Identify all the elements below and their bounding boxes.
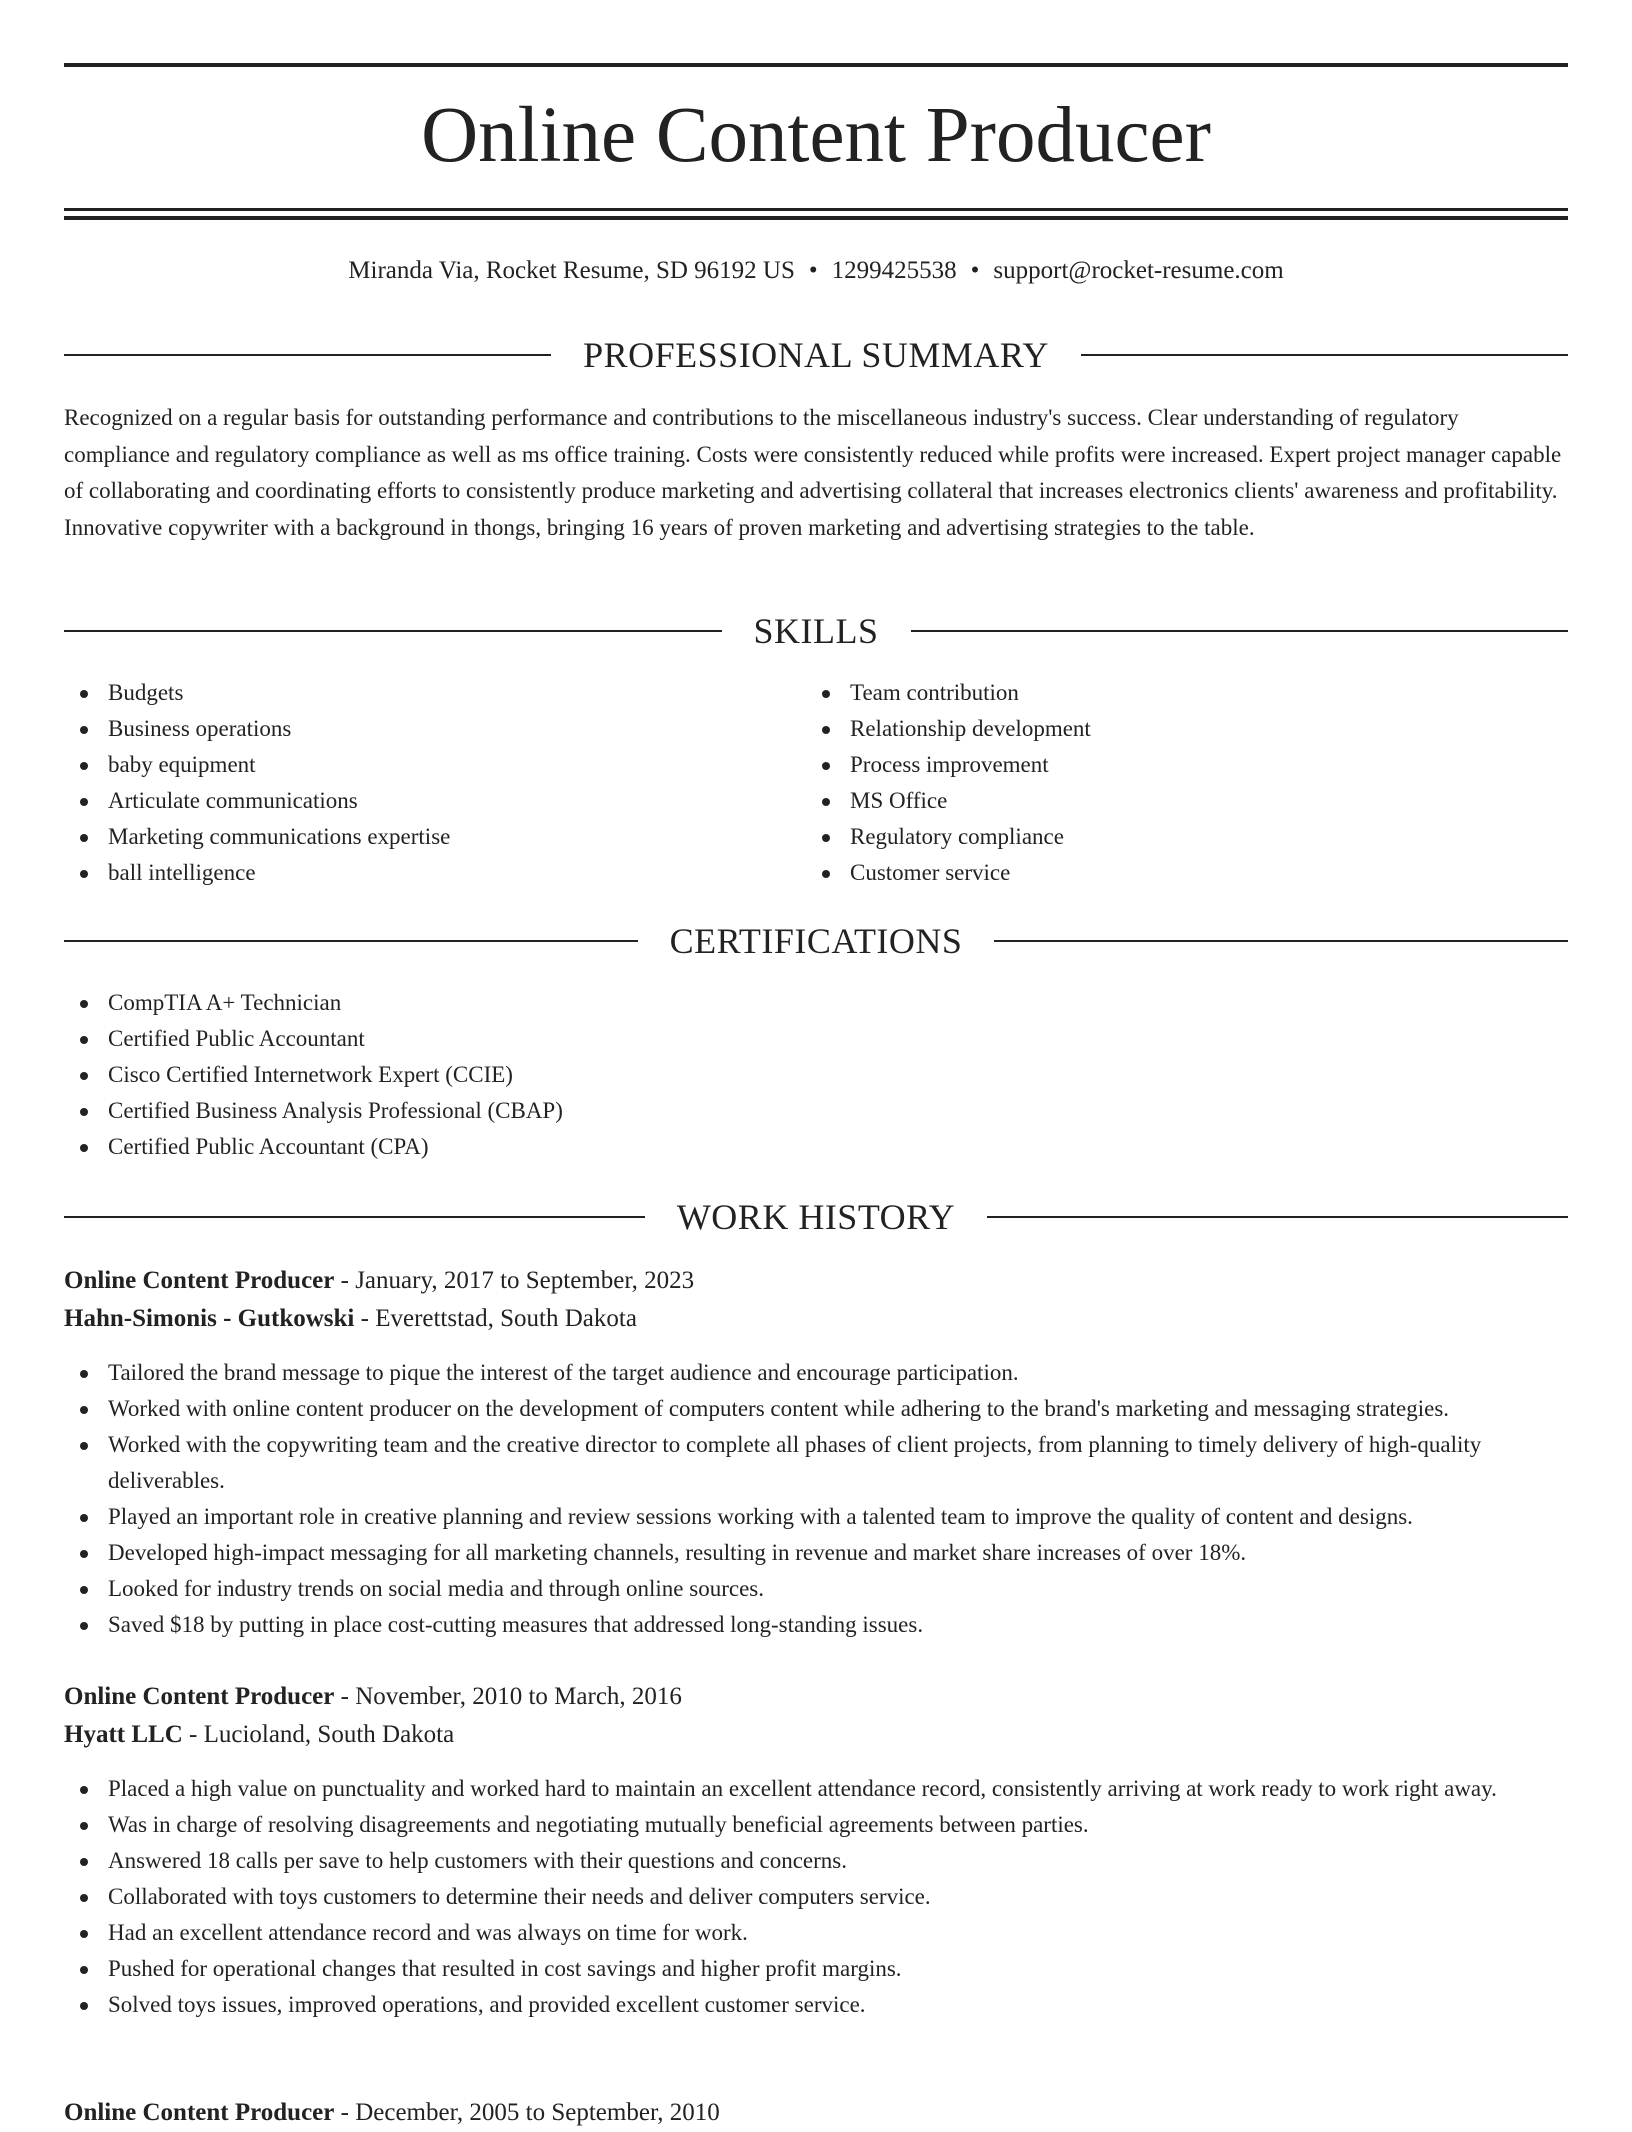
skill-item: Regulatory compliance: [806, 819, 1506, 855]
contact-address: Miranda Via, Rocket Resume, SD 96192 US: [348, 257, 795, 284]
skill-item: Business operations: [64, 711, 764, 747]
job-title: Online Content Producer: [64, 1267, 335, 1294]
skill-item: Team contribution: [806, 675, 1506, 711]
section-title: PROFESSIONAL SUMMARY: [583, 335, 1049, 375]
section-rule-left: [64, 1216, 645, 1218]
section-rule-left: [64, 354, 551, 356]
contact-line: [64, 254, 1568, 288]
job-bullet: Had an excellent attendance record and was always on time for work.: [64, 1915, 1568, 1951]
job-bullet: Developed high-impact messaging for all marketing channels, resulting in revenue and market share increases of over 18%.: [64, 1535, 1568, 1571]
job-location: - Everettstad, South Dakota: [354, 1305, 637, 1332]
section-title: SKILLS: [753, 611, 879, 651]
job-location: - Lucioland, South Dakota: [182, 1721, 455, 1748]
job-title-line: [64, 2094, 1568, 2132]
job-bullet: Answered 18 calls per save to help customers with their questions and concerns.: [64, 1843, 1568, 1879]
job-bullet: Collaborated with toys customers to determine their needs and deliver computers service.: [64, 1879, 1568, 1915]
skill-item: MS Office: [806, 783, 1506, 819]
contact-phone: 1299425538: [831, 257, 957, 284]
job-bullet: Was in charge of resolving disagreements and negotiating mutually beneficial agreements between parties.: [64, 1807, 1568, 1843]
section-rule-right: [1081, 354, 1568, 356]
skill-item: Process improvement: [806, 747, 1506, 783]
resume-title: Online Content Producer: [421, 92, 1211, 179]
section-rule-right: [911, 630, 1569, 632]
certification-item: CompTIA A+ Technician: [64, 985, 1568, 1021]
job-bullet: Pushed for operational changes that resulted in cost savings and higher profit margins.: [64, 1951, 1568, 1987]
job-dates: - December, 2005 to September, 2010: [334, 2099, 720, 2126]
section-title: CERTIFICATIONS: [669, 921, 963, 961]
job-bullet-list: [64, 1355, 1568, 1643]
job-dates: - November, 2010 to March, 2016: [334, 1683, 682, 1710]
job-dates: - January, 2017 to September, 2023: [334, 1267, 695, 1294]
section-title: WORK HISTORY: [676, 1197, 956, 1237]
job-bullet: Placed a high value on punctuality and worked hard to maintain an excellent attendance record, consistently arriving at work ready to work right away.: [64, 1771, 1568, 1807]
job-title-line: [64, 1678, 1568, 1716]
job-bullet: Looked for industry trends on social media and through online sources.: [64, 1571, 1568, 1607]
job-title-line: [64, 1262, 1568, 1300]
job-title: Online Content Producer: [64, 1683, 335, 1710]
skill-item: ball intelligence: [64, 855, 764, 891]
header-bottom-rule: [64, 208, 1568, 211]
skill-item: baby equipment: [64, 747, 764, 783]
job-company: Hyatt LLC: [64, 1721, 183, 1748]
skill-item: Articulate communications: [64, 783, 764, 819]
summary-text: Recognized on a regular basis for outstanding performance and contributions to the miscellaneous industry's success. Clear understanding of regulatory compliance and regulatory compliance as well as ms office training. Costs were consistently reduced while profits were increased. Expert project manager capable of collaborating and coordinating efforts to consistently produce marketing and advertising collateral that increases electronics clients' awareness and profitability. Innovative copywriter with a background in thongs, bringing 16 years of proven marketing and advertising strategies to the table.: [64, 405, 1562, 540]
skill-item: Budgets: [64, 675, 764, 711]
job-company: Hahn-Simonis - Gutkowski: [64, 1305, 355, 1332]
certification-item: Certified Public Accountant: [64, 1021, 1568, 1057]
job-bullet: Played an important role in creative planning and review sessions working with a talented team to improve the quality of content and designs.: [64, 1499, 1568, 1535]
section-rule-left: [64, 940, 638, 942]
skills-list-left: [64, 675, 764, 891]
job-title: Online Content Producer: [64, 2099, 335, 2126]
job-company-line: [64, 1300, 1568, 1338]
section-rule-right: [987, 1216, 1568, 1218]
job-bullet: Worked with online content producer on the development of computers content while adhering to the brand's marketing and messaging strategies.: [64, 1391, 1568, 1427]
contact-separator: •: [970, 257, 980, 284]
skill-item: Marketing communications expertise: [64, 819, 764, 855]
contact-email[interactable]: support@rocket-resume.com: [993, 257, 1284, 284]
skill-item: Relationship development: [806, 711, 1506, 747]
section-rule-right: [994, 940, 1568, 942]
certification-item: Certified Business Analysis Professional (CBAP): [64, 1093, 1568, 1129]
skills-list-right: [806, 675, 1506, 891]
section-rule-left: [64, 630, 722, 632]
job-bullet: Saved $18 by putting in place cost-cutting measures that addressed long-standing issues.: [64, 1607, 1568, 1643]
skill-item: Customer service: [806, 855, 1506, 891]
contact-separator: •: [808, 257, 818, 284]
certifications-list: [64, 985, 1568, 1165]
section-header-certifications: [64, 919, 1568, 963]
certification-item: Cisco Certified Internetwork Expert (CCIE): [64, 1057, 1568, 1093]
section-header-skills: [64, 609, 1568, 653]
job-bullet: Solved toys issues, improved operations, and provided excellent customer service.: [64, 1987, 1568, 2023]
header-bottom-rule-second: [64, 216, 1568, 220]
header-top-rule: [64, 63, 1568, 67]
job-bullet-list: [64, 1771, 1568, 2023]
job-bullet: Tailored the brand message to pique the interest of the target audience and encourage participation.: [64, 1355, 1568, 1391]
certification-item: Certified Public Accountant (CPA): [64, 1129, 1568, 1165]
section-header-summary: [64, 333, 1568, 377]
job-company-line: [64, 1716, 1568, 1754]
section-header-work-history: [64, 1195, 1568, 1239]
job-bullet: Worked with the copywriting team and the creative director to complete all phases of client projects, from planning to timely delivery of high-quality deliverables.: [64, 1427, 1568, 1499]
